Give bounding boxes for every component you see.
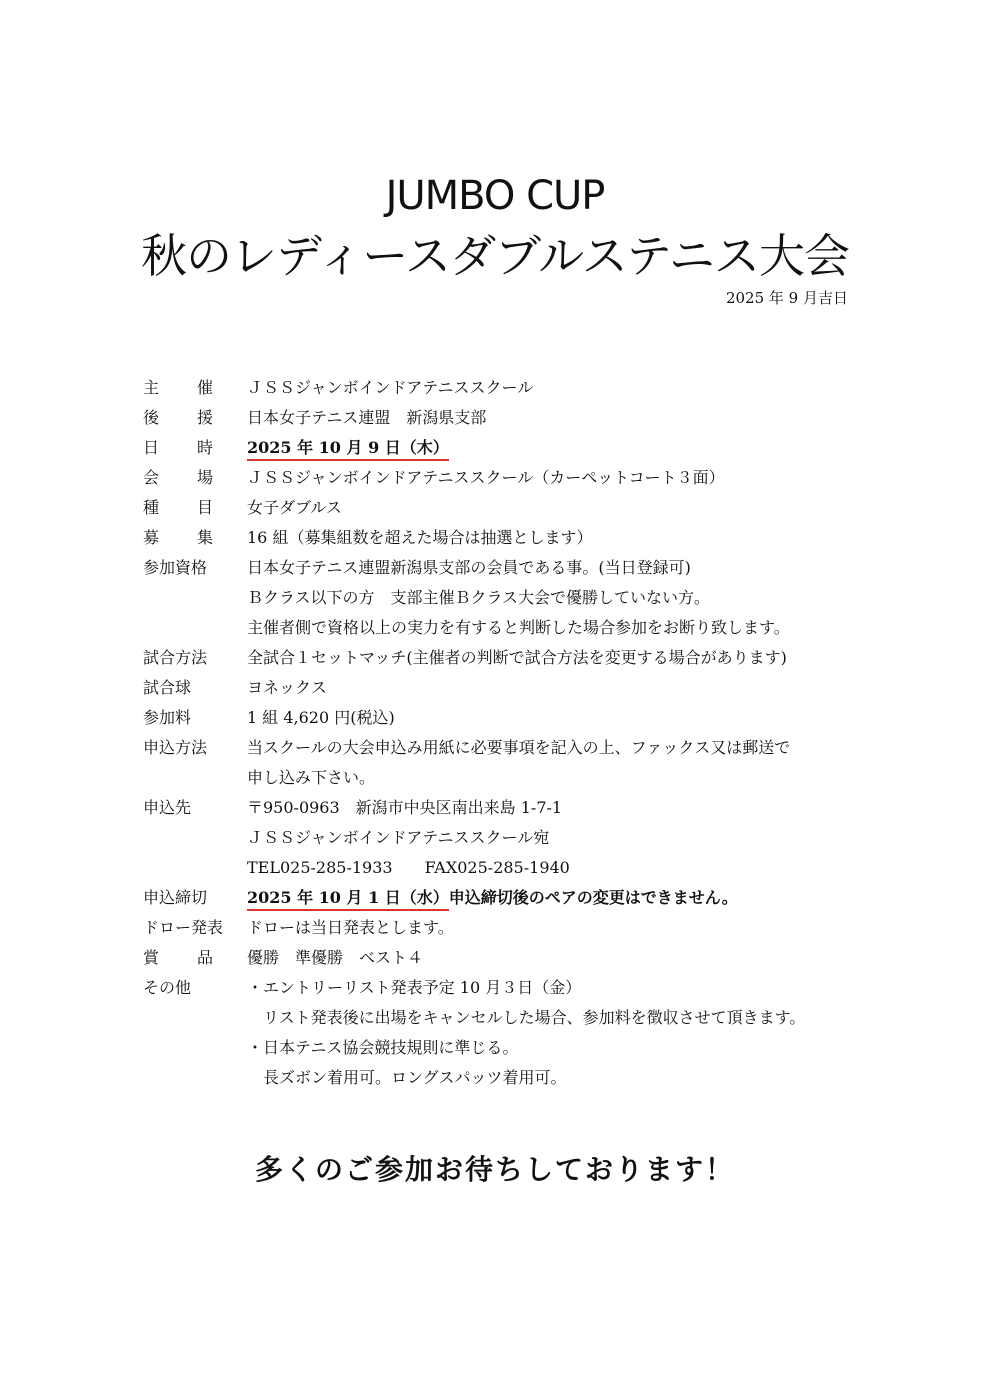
label-apply-to: 申込先 [143, 798, 192, 817]
label-draw: ドロー発表 [143, 918, 224, 937]
label-eligibility: 参加資格 [143, 558, 208, 577]
value-other-2: リスト発表後に出場をキャンセルした場合、参加料を徴収させて頂きます。 [263, 1008, 806, 1027]
label-support-1: 後 [143, 408, 160, 427]
value-other-1: ・エントリーリスト発表予定 10 月３日（金） [247, 978, 582, 997]
value-address: 〒950-0963 新潟市中央区南出来島 1-7-1 [247, 798, 563, 817]
label-venue-1: 会 [143, 468, 160, 487]
label-prizes-1: 賞 [143, 948, 160, 967]
label-venue-2: 場 [196, 468, 213, 487]
value-deadline-date: 2025 年 10 月 1 日（水） [247, 888, 449, 911]
value-organizer: ＪＳＳジャンボインドアテニススクール [247, 378, 534, 397]
label-recruit-1: 募 [143, 528, 160, 547]
value-datetime: 2025 年 10 月 9 日（木） [247, 438, 449, 461]
issue-date: 2025 年 9 月吉日 [725, 289, 848, 307]
title-japanese: 秋のレディースダブルステニス大会 [140, 229, 850, 283]
label-apply-method: 申込方法 [143, 738, 208, 757]
label-datetime-2: 時 [196, 438, 213, 457]
value-other-4: 長ズボン着用可。ロングスパッツ着用可。 [263, 1068, 567, 1087]
label-support-2: 援 [196, 408, 213, 427]
value-prizes: 優勝 準優勝 ベスト４ [247, 948, 424, 967]
value-apply-method-2: 申し込み下さい。 [247, 768, 376, 787]
value-apply-method-1: 当スクールの大会申込み用紙に必要事項を記入の上、ファックス又は郵送で [247, 738, 791, 757]
label-organizer-1: 主 [143, 378, 160, 397]
label-deadline: 申込締切 [143, 888, 208, 907]
value-other-3: ・日本テニス協会競技規則に準じる。 [247, 1038, 519, 1057]
value-phone-fax: TEL025-285-1933 FAX025-285-1940 [247, 858, 570, 877]
value-fee: 1 組 4,620 円(税込) [247, 708, 395, 727]
title-english: JUMBO CUP [385, 173, 605, 219]
value-eligibility-1: 日本女子テニス連盟新潟県支部の会員である事。(当日登録可) [247, 558, 691, 577]
value-recipient: ＪＳＳジャンボインドアテニススクール宛 [247, 828, 550, 847]
label-ball: 試合球 [143, 678, 192, 697]
value-eligibility-3: 主催者側で資格以上の実力を有すると判断した場合参加をお断り致します。 [247, 618, 790, 637]
value-event: 女子ダブルス [247, 498, 342, 517]
label-event-1: 種 [143, 498, 160, 517]
label-format: 試合方法 [143, 648, 208, 667]
closing-message: 多くのご参加お待ちしております！ [254, 1153, 735, 1186]
value-draw: ドローは当日発表とします。 [247, 918, 454, 937]
value-ball: ヨネックス [247, 678, 327, 697]
label-recruit-2: 集 [196, 528, 213, 547]
label-organizer-2: 催 [196, 378, 213, 397]
value-venue: ＪＳＳジャンボインドアテニススクール（カーペットコート３面） [247, 468, 725, 487]
value-format: 全試合１セットマッチ(主催者の判断で試合方法を変更する場合があります) [247, 648, 787, 667]
value-recruit: 16 組（募集組数を超えた場合は抽選とします） [247, 528, 593, 547]
label-event-2: 目 [196, 498, 213, 517]
value-support: 日本女子テニス連盟 新潟県支部 [247, 408, 487, 427]
label-prizes-2: 品 [196, 948, 213, 967]
label-other: その他 [143, 978, 192, 997]
label-fee: 参加料 [143, 708, 192, 727]
value-eligibility-2: Ｂクラス以下の方 支部主催Ｂクラス大会で優勝していない方。 [247, 588, 711, 607]
label-datetime-1: 日 [143, 438, 160, 457]
value-deadline-note: 申込締切後のペアの変更はできません。 [448, 888, 738, 907]
